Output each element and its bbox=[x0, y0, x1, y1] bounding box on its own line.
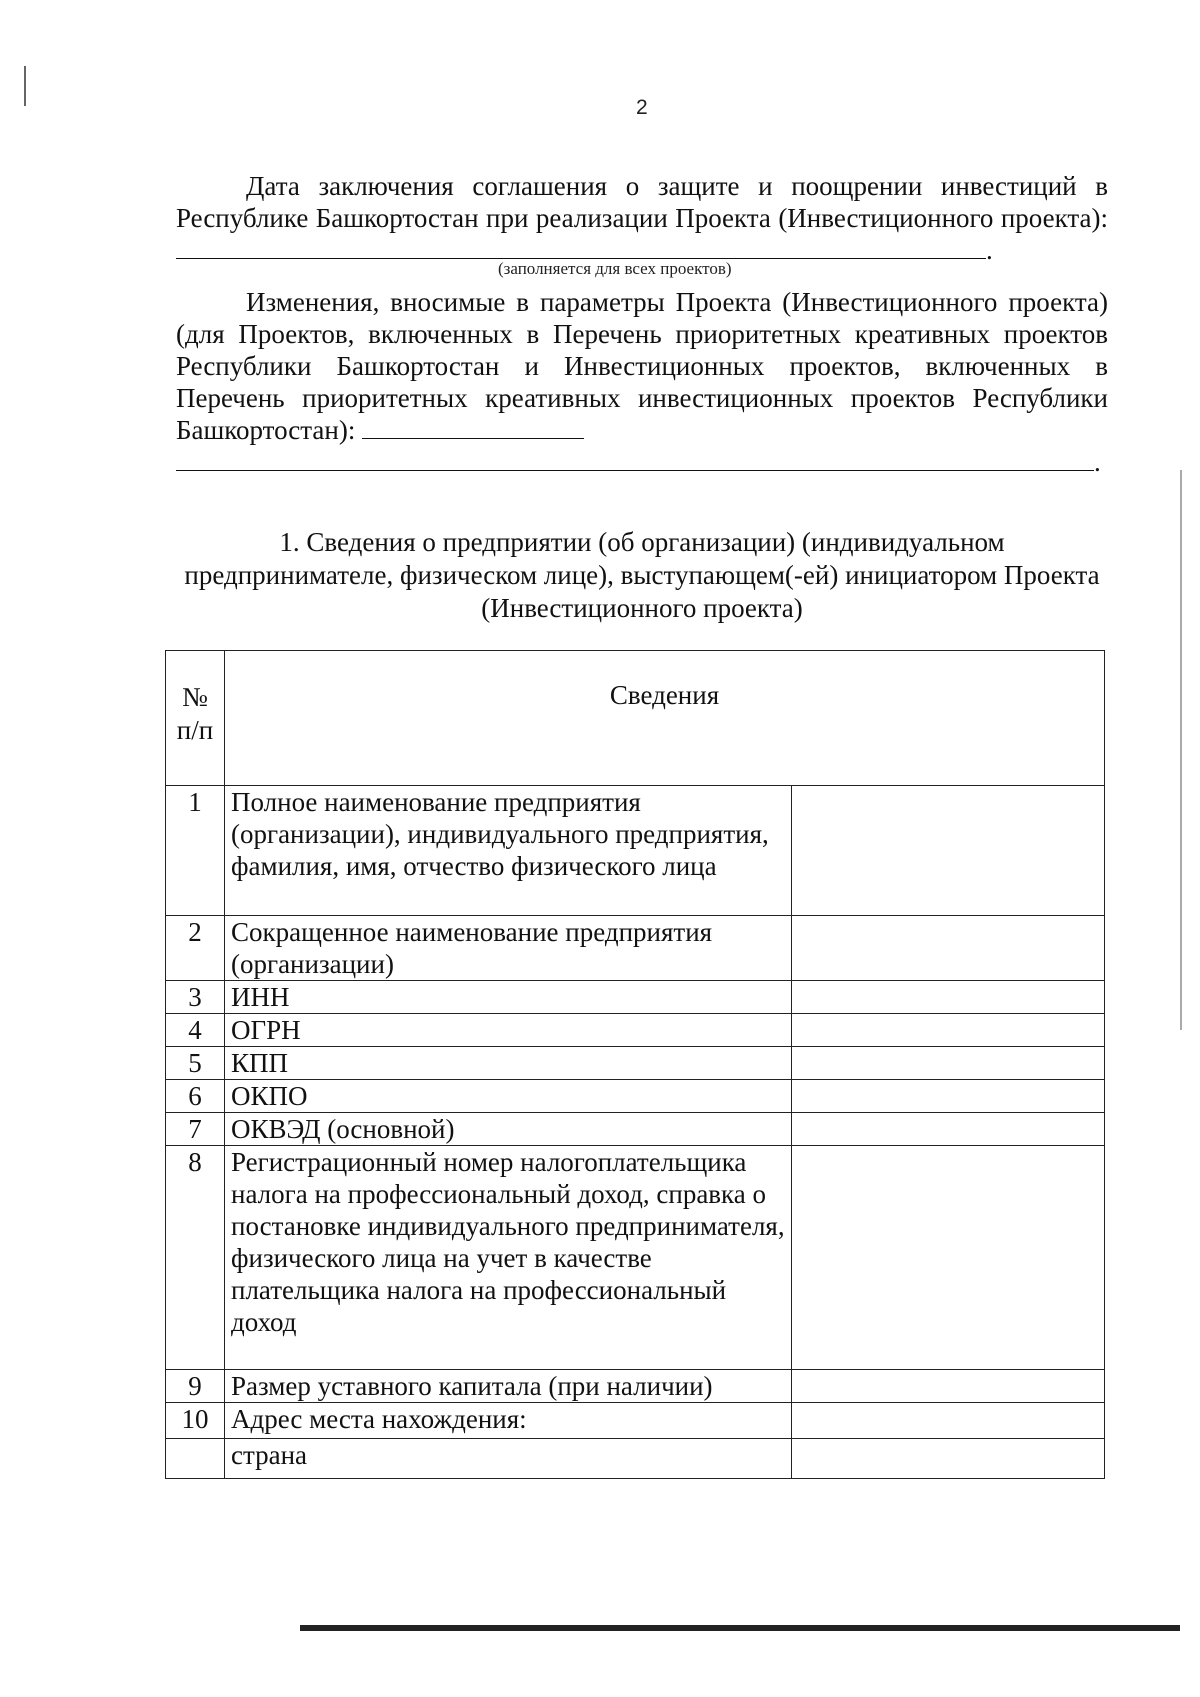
row-number: 8 bbox=[166, 1146, 225, 1370]
table-row bbox=[166, 916, 1105, 981]
table-row bbox=[166, 1113, 1105, 1146]
row-number bbox=[166, 1439, 225, 1479]
row-label: ОГРН bbox=[225, 1014, 792, 1047]
row-number: 5 bbox=[166, 1047, 225, 1080]
row-value-cell[interactable] bbox=[792, 1113, 1105, 1146]
row-label: страна bbox=[225, 1439, 792, 1479]
changes-blank-field-1[interactable] bbox=[362, 416, 584, 439]
table-header-row bbox=[166, 651, 1105, 786]
row-number: 4 bbox=[166, 1014, 225, 1047]
row-number: 7 bbox=[166, 1113, 225, 1146]
table-row bbox=[166, 786, 1105, 916]
table-row bbox=[166, 1146, 1105, 1370]
changes-blank-field-2[interactable] bbox=[176, 448, 1094, 471]
row-value-cell[interactable] bbox=[792, 786, 1105, 916]
row-value-cell[interactable] bbox=[792, 916, 1105, 981]
section-title: 1. Сведения о предприятии (об организации) (индивидуальном предпринимателе, физическом лице), выступающем(-ей) инициатором Проекта (Инвестиционного проекта) bbox=[184, 527, 1100, 623]
header-label-text: Сведения bbox=[609, 680, 720, 710]
header-number bbox=[166, 651, 225, 786]
table-row bbox=[166, 1047, 1105, 1080]
table-row bbox=[166, 1080, 1105, 1113]
changes-paragraph bbox=[176, 286, 1108, 478]
row-value-cell[interactable] bbox=[792, 1370, 1105, 1403]
row-label: Полное наименование предприятия (организации), индивидуального предприятия, фамилия, имя, отчество физического лица bbox=[225, 786, 792, 916]
row-value-cell[interactable] bbox=[792, 981, 1105, 1014]
header-number-text: № п/п bbox=[176, 682, 214, 745]
bottom-rule bbox=[300, 1625, 1180, 1631]
row-number: 1 bbox=[166, 786, 225, 916]
page-number: 2 bbox=[636, 96, 648, 119]
row-value-cell[interactable] bbox=[792, 1047, 1105, 1080]
row-number: 3 bbox=[166, 981, 225, 1014]
row-value-cell[interactable] bbox=[792, 1403, 1105, 1439]
table-row bbox=[166, 1403, 1105, 1439]
changes-text: Изменения, вносимые в параметры Проекта (Инвестиционного проекта) (для Проектов, включенных в Перечень приоритетных креативных проектов Республики Башкортостан и Инвестиционных проектов, включенных в Перечень приоритетных креативных инвестиционных проектов Республики Башкортостан): bbox=[176, 287, 1108, 445]
agreement-date-end: . bbox=[986, 235, 993, 265]
agreement-date-paragraph bbox=[176, 170, 1108, 266]
table-row bbox=[166, 1439, 1105, 1479]
row-number: 6 bbox=[166, 1080, 225, 1113]
row-label: ИНН bbox=[225, 981, 792, 1014]
agreement-date-blank-field[interactable] bbox=[176, 236, 986, 259]
scan-edge-mark-right bbox=[1180, 470, 1182, 1030]
agreement-date-text: Дата заключения соглашения о защите и поощрении инвестиций в Республике Башкортостан при реализации Проекта (Инвестиционного проекта): bbox=[176, 171, 1108, 233]
row-value-cell[interactable] bbox=[792, 1146, 1105, 1370]
row-label: ОКВЭД (основной) bbox=[225, 1113, 792, 1146]
organization-info-table bbox=[165, 650, 1105, 1479]
scan-edge-mark-left bbox=[24, 66, 26, 106]
row-value-cell[interactable] bbox=[792, 1439, 1105, 1479]
row-number: 10 bbox=[166, 1403, 225, 1439]
fill-hint: (заполняется для всех проектов) bbox=[498, 259, 732, 278]
row-number: 9 bbox=[166, 1370, 225, 1403]
header-label bbox=[225, 651, 1105, 786]
row-label: Размер уставного капитала (при наличии) bbox=[225, 1370, 792, 1403]
row-label: Регистрационный номер налогоплательщика налога на профессиональный доход, справка о постановке индивидуального предпринимателя, физического лица на учет в качестве плательщика налога на профессиональный доход bbox=[225, 1146, 792, 1370]
row-label: КПП bbox=[225, 1047, 792, 1080]
changes-end: . bbox=[1094, 447, 1101, 477]
row-number: 2 bbox=[166, 916, 225, 981]
row-label: ОКПО bbox=[225, 1080, 792, 1113]
table-row bbox=[166, 1014, 1105, 1047]
row-value-cell[interactable] bbox=[792, 1080, 1105, 1113]
row-label: Сокращенное наименование предприятия (организации) bbox=[225, 916, 792, 981]
table-row bbox=[166, 1370, 1105, 1403]
row-label: Адрес места нахождения: bbox=[225, 1403, 792, 1439]
row-value-cell[interactable] bbox=[792, 1014, 1105, 1047]
table-row bbox=[166, 981, 1105, 1014]
